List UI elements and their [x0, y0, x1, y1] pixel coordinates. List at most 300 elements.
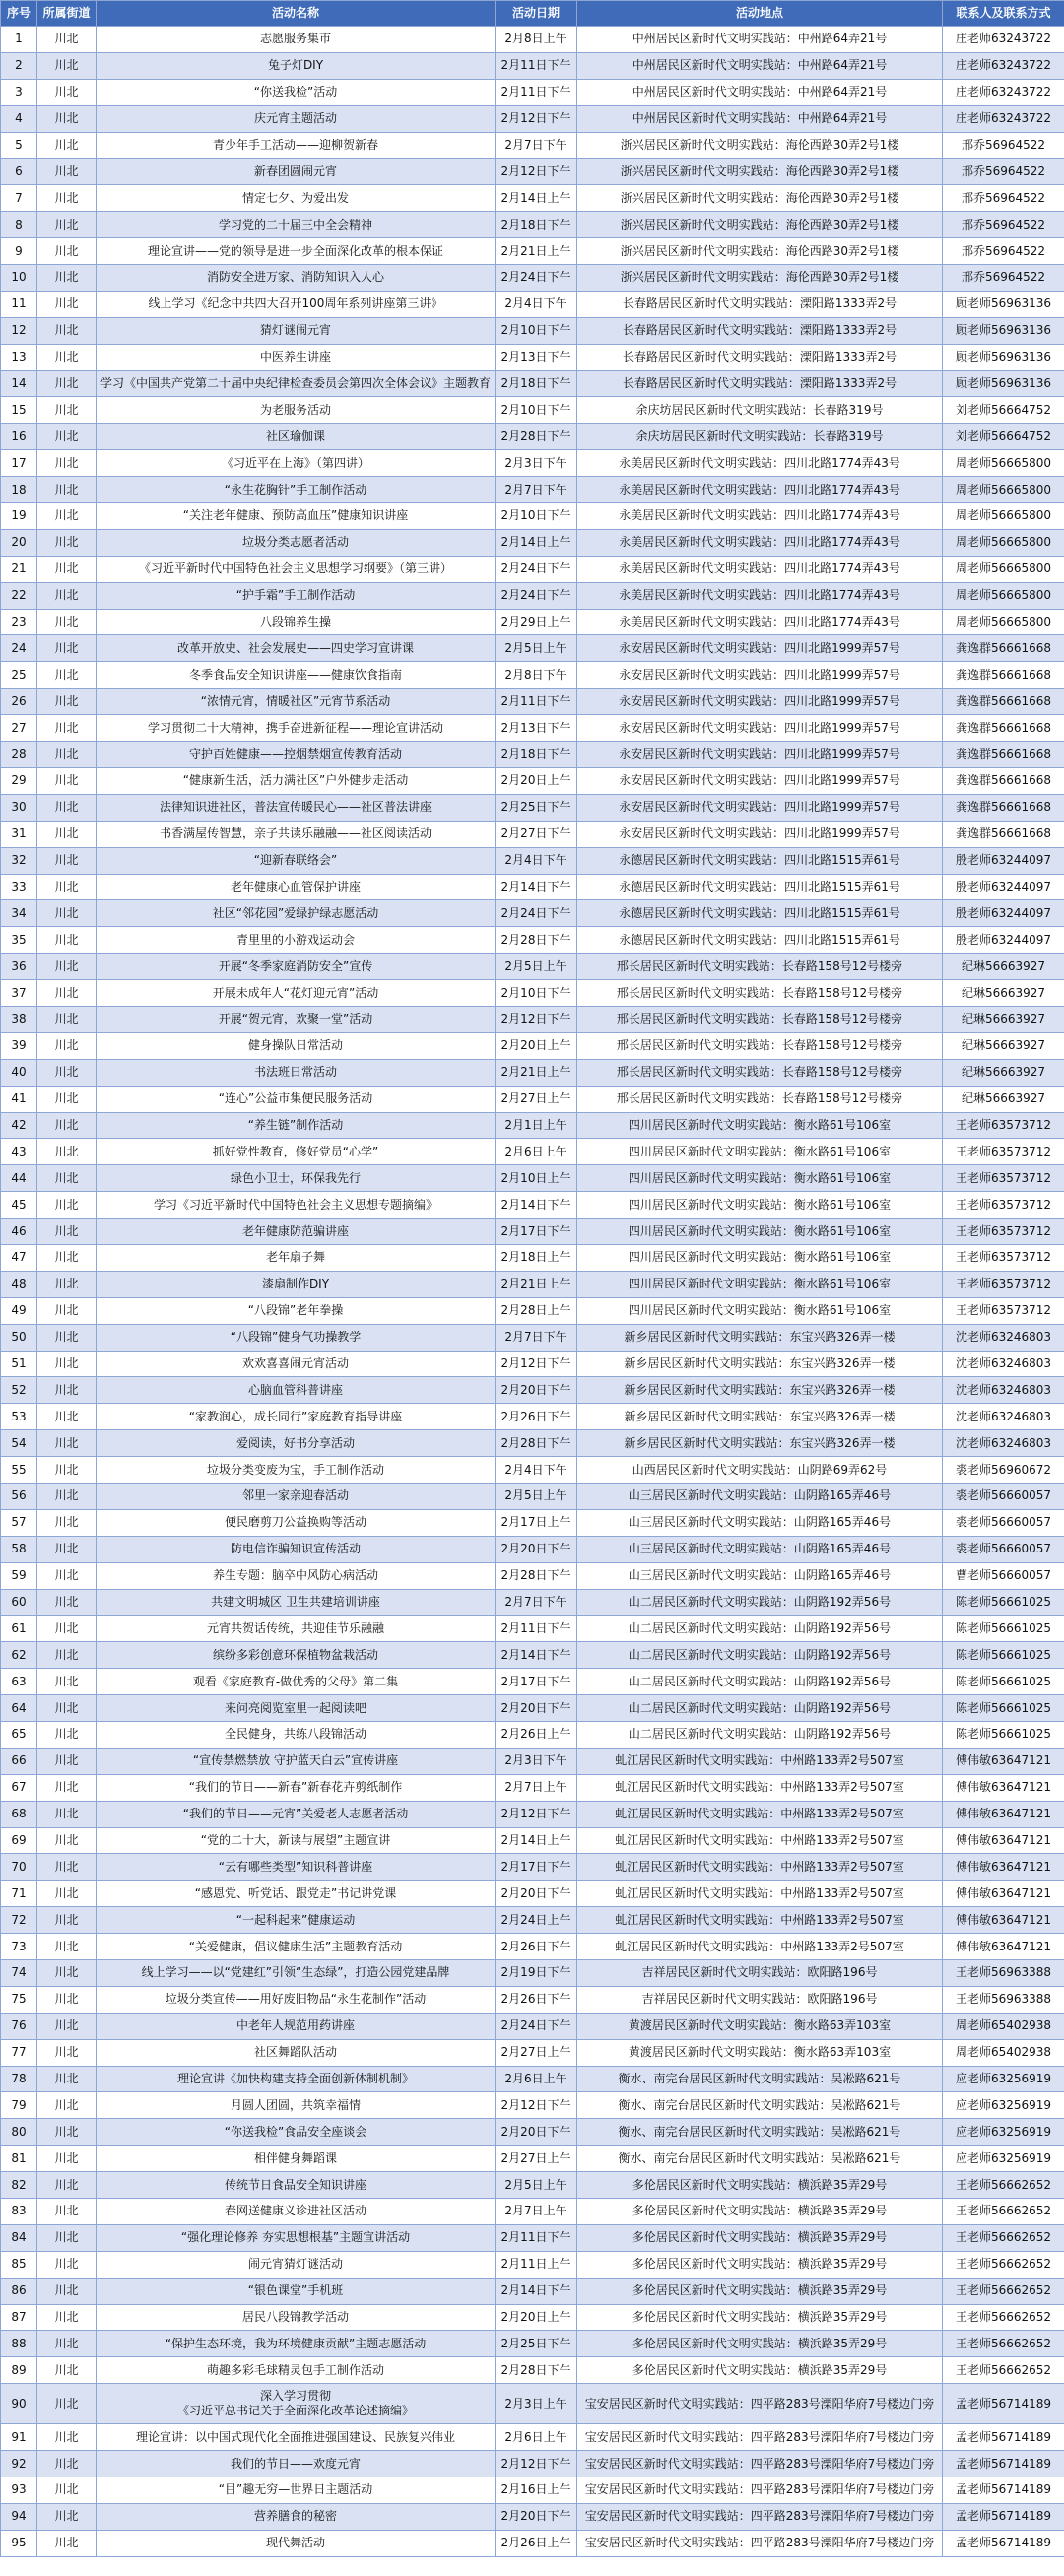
table-row	[1, 450, 1064, 477]
cell-index: 14	[1, 370, 37, 397]
cell-location: 黄渡居民区新时代文明实践站：衡水路63弄103室	[577, 2013, 943, 2039]
cell-date: 2月28日下午	[496, 1430, 577, 1457]
cell-activity-name: 垃圾分类宣传——用好废旧物品“永生花制作”活动	[97, 1986, 496, 2013]
cell-date: 2月7日下午	[496, 1589, 577, 1616]
cell-activity-name: 为老服务活动	[97, 397, 496, 424]
cell-activity-name: 月圆人团圆，共筑幸福情	[97, 2092, 496, 2119]
cell-activity-name: 抓好党性教育，修好党员“心学”	[97, 1139, 496, 1165]
cell-date: 2月8日下午	[496, 662, 577, 689]
cell-location: 山二居民区新时代文明实践站：山阴路192弄56号	[577, 1722, 943, 1749]
cell-index: 83	[1, 2199, 37, 2225]
cell-date: 2月6日上午	[496, 1139, 577, 1165]
cell-location: 永安居民区新时代文明实践站：四川北路1999弄57号	[577, 635, 943, 662]
cell-location: 宝安居民区新时代文明实践站：四平路283号溧阳华府7号楼边门旁	[577, 2451, 943, 2477]
cell-activity-name: 志愿服务集市	[97, 27, 496, 53]
cell-street: 川北	[37, 2224, 97, 2251]
cell-date: 2月20日下午	[496, 1536, 577, 1562]
table-row	[1, 2424, 1064, 2451]
cell-contact: 裘老师56660057	[943, 1509, 1064, 1536]
table-row	[1, 874, 1064, 900]
cell-street: 川北	[37, 1006, 97, 1032]
cell-activity-name: “浓情元宵，情暖社区”元宵节系活动	[97, 689, 496, 715]
cell-index: 12	[1, 317, 37, 344]
header-location: 活动地点	[577, 1, 943, 27]
table-row	[1, 2039, 1064, 2066]
table-row	[1, 1059, 1064, 1086]
cell-activity-name: “云有哪些类型”知识科普讲座	[97, 1854, 496, 1881]
cell-street: 川北	[37, 635, 97, 662]
table-row	[1, 662, 1064, 689]
cell-date: 2月7日下午	[496, 1324, 577, 1351]
cell-activity-name: 营养膳食的秘密	[97, 2503, 496, 2530]
cell-index: 1	[1, 27, 37, 53]
table-row	[1, 1509, 1064, 1536]
cell-contact: 刘老师56664752	[943, 397, 1064, 424]
cell-index: 86	[1, 2278, 37, 2304]
table-row	[1, 2172, 1064, 2199]
cell-activity-name: 共建文明城区 卫生共建培训讲座	[97, 1589, 496, 1616]
cell-activity-name: 开展未成年人“花灯迎元宵”活动	[97, 980, 496, 1007]
cell-index: 92	[1, 2451, 37, 2477]
cell-index: 17	[1, 450, 37, 477]
cell-activity-name: 学习贯彻二十大精神，携手奋进新征程——理论宣讲活动	[97, 715, 496, 742]
cell-date: 2月12日下午	[496, 1351, 577, 1377]
cell-contact: 裘老师56660057	[943, 1483, 1064, 1509]
cell-activity-name: 现代舞活动	[97, 2530, 496, 2556]
cell-street: 川北	[37, 1801, 97, 1827]
table-row	[1, 2066, 1064, 2092]
cell-street: 川北	[37, 2530, 97, 2556]
cell-location: 吉祥居民区新时代文明实践站：欧阳路196号	[577, 1986, 943, 2013]
cell-contact: 周老师56665800	[943, 609, 1064, 635]
cell-contact: 邢乔56964522	[943, 265, 1064, 292]
cell-location: 永安居民区新时代文明实践站：四川北路1999弄57号	[577, 689, 943, 715]
cell-index: 95	[1, 2530, 37, 2556]
cell-activity-name: “迎新春联络会”	[97, 847, 496, 874]
cell-location: 宝安居民区新时代文明实践站：四平路283号溧阳华府7号楼边门旁	[577, 2424, 943, 2451]
cell-contact: 纪琳56663927	[943, 1006, 1064, 1032]
table-row	[1, 1271, 1064, 1297]
cell-activity-name: 情定七夕、为爱出发	[97, 185, 496, 212]
table-row	[1, 1827, 1064, 1854]
cell-activity-name: 全民健身，共练八段锦活动	[97, 1722, 496, 1749]
cell-location: 衡水、南完台居民区新时代文明实践站：吴凇路621号	[577, 2092, 943, 2119]
cell-street: 川北	[37, 874, 97, 900]
cell-street: 川北	[37, 212, 97, 238]
cell-contact: 孟老师56714189	[943, 2530, 1064, 2556]
cell-index: 59	[1, 1562, 37, 1589]
cell-location: 四川居民区新时代文明实践站：衡水路61号106室	[577, 1139, 943, 1165]
cell-contact: 沈老师63246803	[943, 1377, 1064, 1404]
cell-location: 虬江居民区新时代文明实践站：中州路133弄2号507室	[577, 1801, 943, 1827]
cell-activity-name: 老年扇子舞	[97, 1244, 496, 1271]
table-row	[1, 1562, 1064, 1589]
cell-date: 2月4日下午	[496, 1457, 577, 1484]
cell-street: 川北	[37, 2199, 97, 2225]
cell-date: 2月29日上午	[496, 609, 577, 635]
table-row	[1, 1139, 1064, 1165]
cell-index: 91	[1, 2424, 37, 2451]
table-row	[1, 1192, 1064, 1219]
cell-date: 2月14日下午	[496, 1192, 577, 1219]
cell-date: 2月20日上午	[496, 2304, 577, 2331]
table-row	[1, 821, 1064, 847]
cell-date: 2月14日下午	[496, 1642, 577, 1669]
table-row	[1, 1032, 1064, 1059]
cell-date: 2月18日下午	[496, 370, 577, 397]
cell-date: 2月27日下午	[496, 821, 577, 847]
cell-date: 2月19日下午	[496, 1960, 577, 1987]
cell-activity-name: “党的二十大，新读与展望”主题宣讲	[97, 1827, 496, 1854]
cell-contact: 王老师63573712	[943, 1297, 1064, 1324]
cell-location: 邢长居民区新时代文明实践站：长春路158号12号楼旁	[577, 1006, 943, 1032]
cell-street: 川北	[37, 27, 97, 53]
cell-location: 衡水、南完台居民区新时代文明实践站：吴凇路621号	[577, 2146, 943, 2172]
cell-index: 70	[1, 1854, 37, 1881]
header-row	[1, 1, 1064, 27]
cell-index: 89	[1, 2357, 37, 2384]
cell-contact: 孟老师56714189	[943, 2384, 1064, 2424]
cell-location: 多伦居民区新时代文明实践站：横浜路35弄29号	[577, 2357, 943, 2384]
cell-activity-name: 线上学习——以“党建红”引领“生态绿”，打造公园党建品牌	[97, 1960, 496, 1987]
cell-contact: 裘老师56960672	[943, 1457, 1064, 1484]
cell-date: 2月24日下午	[496, 900, 577, 927]
cell-location: 多伦居民区新时代文明实践站：横浜路35弄29号	[577, 2251, 943, 2278]
cell-index: 19	[1, 503, 37, 530]
cell-location: 新乡居民区新时代文明实践站：东宝兴路326弄一楼	[577, 1404, 943, 1430]
cell-activity-name: “八段锦”健身气功操教学	[97, 1324, 496, 1351]
cell-location: 四川居民区新时代文明实践站：衡水路61号106室	[577, 1297, 943, 1324]
table-row	[1, 2013, 1064, 2039]
cell-date: 2月28日下午	[496, 1562, 577, 1589]
cell-contact: 傅伟敏63647121	[943, 1827, 1064, 1854]
cell-index: 71	[1, 1881, 37, 1907]
cell-street: 川北	[37, 1297, 97, 1324]
cell-location: 邢长居民区新时代文明实践站：长春路158号12号楼旁	[577, 1086, 943, 1112]
cell-contact: 周老师56665800	[943, 529, 1064, 556]
cell-activity-name: 《习近平在上海》（第四讲）	[97, 450, 496, 477]
table-row	[1, 582, 1064, 609]
cell-contact: 王老师63573712	[943, 1192, 1064, 1219]
cell-index: 4	[1, 105, 37, 132]
cell-contact: 王老师56963388	[943, 1986, 1064, 2013]
cell-activity-name: 养生专题：脑卒中风防心病活动	[97, 1562, 496, 1589]
cell-index: 13	[1, 344, 37, 370]
cell-activity-name: 八段锦养生操	[97, 609, 496, 635]
cell-contact: 邢乔56964522	[943, 185, 1064, 212]
cell-contact: 王老师63573712	[943, 1219, 1064, 1245]
cell-location: 永美居民区新时代文明实践站：四川北路1774弄43号	[577, 450, 943, 477]
cell-street: 川北	[37, 1112, 97, 1139]
cell-activity-name: “护手霜”手工制作活动	[97, 582, 496, 609]
cell-date: 2月10日下午	[496, 397, 577, 424]
cell-index: 31	[1, 821, 37, 847]
cell-street: 川北	[37, 715, 97, 742]
cell-location: 多伦居民区新时代文明实践站：横浜路35弄29号	[577, 2224, 943, 2251]
cell-contact: 邢乔56964522	[943, 238, 1064, 265]
cell-index: 50	[1, 1324, 37, 1351]
cell-street: 川北	[37, 1986, 97, 2013]
cell-location: 中州居民区新时代文明实践站：中州路64弄21号	[577, 105, 943, 132]
table-row	[1, 1297, 1064, 1324]
cell-contact: 殷老师63244097	[943, 847, 1064, 874]
cell-location: 山三居民区新时代文明实践站：山阴路165弄46号	[577, 1483, 943, 1509]
cell-index: 76	[1, 2013, 37, 2039]
cell-date: 2月26日下午	[496, 1934, 577, 1960]
cell-street: 川北	[37, 1509, 97, 1536]
cell-location: 永美居民区新时代文明实践站：四川北路1774弄43号	[577, 582, 943, 609]
cell-street: 川北	[37, 2503, 97, 2530]
cell-street: 川北	[37, 2384, 97, 2424]
cell-date: 2月10日下午	[496, 503, 577, 530]
cell-contact: 傅伟敏63647121	[943, 1881, 1064, 1907]
cell-location: 山三居民区新时代文明实践站：山阴路165弄46号	[577, 1536, 943, 1562]
cell-activity-name: 庆元宵主题活动	[97, 105, 496, 132]
cell-date: 2月28日下午	[496, 2357, 577, 2384]
cell-activity-name: “强化理论修养 夯实思想根基”主题宣讲活动	[97, 2224, 496, 2251]
cell-date: 2月4日下午	[496, 847, 577, 874]
cell-contact: 周老师56665800	[943, 582, 1064, 609]
cell-street: 川北	[37, 2013, 97, 2039]
cell-activity-name: 中老年人规范用药讲座	[97, 2013, 496, 2039]
cell-activity-name: 传统节日食品安全知识讲座	[97, 2172, 496, 2199]
table-row	[1, 1006, 1064, 1032]
cell-location: 新乡居民区新时代文明实践站：东宝兴路326弄一楼	[577, 1351, 943, 1377]
cell-contact: 陈老师56661025	[943, 1722, 1064, 1749]
cell-date: 2月7日下午	[496, 477, 577, 503]
cell-activity-name: 开展“贺元宵，欢聚一堂”活动	[97, 1006, 496, 1032]
cell-street: 川北	[37, 1351, 97, 1377]
cell-contact: 王老师56662652	[943, 2304, 1064, 2331]
cell-street: 川北	[37, 1562, 97, 1589]
cell-street: 川北	[37, 1324, 97, 1351]
cell-date: 2月17日上午	[496, 1509, 577, 1536]
cell-date: 2月28日上午	[496, 1297, 577, 1324]
cell-date: 2月21日上午	[496, 238, 577, 265]
cell-date: 2月17日下午	[496, 1219, 577, 1245]
cell-activity-name: 老年健康防范骗讲座	[97, 1219, 496, 1245]
cell-street: 川北	[37, 52, 97, 79]
cell-activity-name: 社区瑜伽课	[97, 424, 496, 450]
cell-street: 川北	[37, 1589, 97, 1616]
cell-activity-name: 社区舞蹈队活动	[97, 2039, 496, 2066]
cell-location: 山二居民区新时代文明实践站：山阴路192弄56号	[577, 1589, 943, 1616]
table-row	[1, 794, 1064, 821]
cell-location: 长春路居民区新时代文明实践站：溧阳路1333弄2号	[577, 370, 943, 397]
cell-index: 62	[1, 1642, 37, 1669]
cell-index: 7	[1, 185, 37, 212]
cell-date: 2月24日下午	[496, 582, 577, 609]
cell-street: 川北	[37, 742, 97, 768]
cell-activity-name: 《习近平新时代中国特色社会主义思想学习纲要》（第三讲）	[97, 556, 496, 582]
cell-index: 88	[1, 2331, 37, 2357]
cell-location: 四川居民区新时代文明实践站：衡水路61号106室	[577, 1271, 943, 1297]
cell-date: 2月7日上午	[496, 2199, 577, 2225]
cell-date: 2月3日上午	[496, 2384, 577, 2424]
cell-activity-name: 理论宣讲：以中国式现代化全面推进强国建设、民族复兴伟业	[97, 2424, 496, 2451]
cell-activity-name: 冬季食品安全知识讲座——健康饮食指南	[97, 662, 496, 689]
cell-location: 永美居民区新时代文明实践站：四川北路1774弄43号	[577, 529, 943, 556]
cell-index: 46	[1, 1219, 37, 1245]
cell-location: 宝安居民区新时代文明实践站：四平路283号溧阳华府7号楼边门旁	[577, 2384, 943, 2424]
cell-contact: 沈老师63246803	[943, 1430, 1064, 1457]
table-row	[1, 742, 1064, 768]
cell-index: 44	[1, 1165, 37, 1192]
table-row	[1, 1907, 1064, 1934]
cell-street: 川北	[37, 1377, 97, 1404]
cell-location: 虬江居民区新时代文明实践站：中州路133弄2号507室	[577, 1934, 943, 1960]
cell-contact: 周老师65402938	[943, 2039, 1064, 2066]
cell-contact: 沈老师63246803	[943, 1324, 1064, 1351]
cell-location: 邢长居民区新时代文明实践站：长春路158号12号楼旁	[577, 954, 943, 980]
cell-street: 川北	[37, 317, 97, 344]
table-row	[1, 159, 1064, 185]
cell-contact: 龚逸群56661668	[943, 767, 1064, 794]
cell-location: 山西居民区新时代文明实践站：山阴路69弄62号	[577, 1457, 943, 1484]
cell-activity-name: “你送我检”活动	[97, 79, 496, 105]
cell-index: 54	[1, 1430, 37, 1457]
cell-index: 23	[1, 609, 37, 635]
table-row	[1, 1986, 1064, 2013]
table-row	[1, 1430, 1064, 1457]
cell-index: 56	[1, 1483, 37, 1509]
cell-index: 81	[1, 2146, 37, 2172]
cell-street: 川北	[37, 609, 97, 635]
cell-street: 川北	[37, 1748, 97, 1774]
cell-location: 四川居民区新时代文明实践站：衡水路61号106室	[577, 1192, 943, 1219]
cell-activity-name: 便民磨剪刀公益换购等活动	[97, 1509, 496, 1536]
cell-contact: 顾老师56963136	[943, 317, 1064, 344]
cell-street: 川北	[37, 662, 97, 689]
cell-street: 川北	[37, 2278, 97, 2304]
cell-contact: 王老师56662652	[943, 2331, 1064, 2357]
cell-location: 永美居民区新时代文明实践站：四川北路1774弄43号	[577, 556, 943, 582]
cell-date: 2月11日下午	[496, 52, 577, 79]
cell-activity-name: 老年健康心血管保护讲座	[97, 874, 496, 900]
header-index: 序号	[1, 1, 37, 27]
table-row	[1, 767, 1064, 794]
cell-street: 川北	[37, 2146, 97, 2172]
cell-street: 川北	[37, 450, 97, 477]
cell-contact: 孟老师56714189	[943, 2477, 1064, 2504]
cell-location: 余庆坊居民区新时代文明实践站：长春路319号	[577, 424, 943, 450]
cell-street: 川北	[37, 689, 97, 715]
cell-contact: 孟老师56714189	[943, 2503, 1064, 2530]
cell-street: 川北	[37, 238, 97, 265]
cell-date: 2月5日上午	[496, 635, 577, 662]
cell-date: 2月26日下午	[496, 1986, 577, 2013]
cell-location: 长春路居民区新时代文明实践站：溧阳路1333弄2号	[577, 317, 943, 344]
table-row	[1, 1934, 1064, 1960]
table-row	[1, 185, 1064, 212]
table-row	[1, 1457, 1064, 1484]
cell-location: 新乡居民区新时代文明实践站：东宝兴路326弄一楼	[577, 1377, 943, 1404]
cell-date: 2月5日上午	[496, 1483, 577, 1509]
cell-index: 9	[1, 238, 37, 265]
cell-date: 2月11日下午	[496, 689, 577, 715]
cell-location: 长春路居民区新时代文明实践站：溧阳路1333弄2号	[577, 344, 943, 370]
cell-date: 2月17日下午	[496, 1854, 577, 1881]
cell-index: 49	[1, 1297, 37, 1324]
cell-index: 6	[1, 159, 37, 185]
cell-date: 2月3日下午	[496, 450, 577, 477]
cell-activity-name: 缤纷多彩创意环保植物盆栽活动	[97, 1642, 496, 1669]
cell-street: 川北	[37, 1934, 97, 1960]
cell-date: 2月14日上午	[496, 529, 577, 556]
cell-date: 2月24日下午	[496, 265, 577, 292]
table-row	[1, 397, 1064, 424]
cell-street: 川北	[37, 980, 97, 1007]
cell-contact: 陈老师56661025	[943, 1589, 1064, 1616]
cell-activity-name: 绿色小卫士，环保我先行	[97, 1165, 496, 1192]
cell-index: 58	[1, 1536, 37, 1562]
cell-index: 20	[1, 529, 37, 556]
cell-index: 67	[1, 1774, 37, 1801]
cell-contact: 裘老师56660057	[943, 1536, 1064, 1562]
table-body	[1, 27, 1064, 2557]
cell-date: 2月12日下午	[496, 2451, 577, 2477]
cell-contact: 王老师56662652	[943, 2199, 1064, 2225]
table-row	[1, 52, 1064, 79]
cell-activity-name: 居民八段锦教学活动	[97, 2304, 496, 2331]
cell-index: 33	[1, 874, 37, 900]
cell-location: 余庆坊居民区新时代文明实践站：长春路319号	[577, 397, 943, 424]
table-row	[1, 105, 1064, 132]
cell-date: 2月17日下午	[496, 1669, 577, 1695]
cell-index: 16	[1, 424, 37, 450]
cell-contact: 王老师63573712	[943, 1139, 1064, 1165]
cell-date: 2月20日上午	[496, 767, 577, 794]
cell-location: 虬江居民区新时代文明实践站：中州路133弄2号507室	[577, 1748, 943, 1774]
cell-street: 川北	[37, 477, 97, 503]
cell-index: 80	[1, 2119, 37, 2146]
cell-location: 山二居民区新时代文明实践站：山阴路192弄56号	[577, 1616, 943, 1642]
cell-location: 永德居民区新时代文明实践站：四川北路1515弄61号	[577, 874, 943, 900]
cell-index: 32	[1, 847, 37, 874]
table-row	[1, 1483, 1064, 1509]
table-row	[1, 370, 1064, 397]
cell-street: 川北	[37, 1059, 97, 1086]
cell-location: 永德居民区新时代文明实践站：四川北路1515弄61号	[577, 927, 943, 954]
cell-index: 94	[1, 2503, 37, 2530]
cell-street: 川北	[37, 2357, 97, 2384]
cell-index: 73	[1, 1934, 37, 1960]
cell-contact: 王老师56662652	[943, 2172, 1064, 2199]
cell-index: 74	[1, 1960, 37, 1987]
cell-index: 52	[1, 1377, 37, 1404]
cell-location: 邢长居民区新时代文明实践站：长春路158号12号楼旁	[577, 1059, 943, 1086]
table-row	[1, 265, 1064, 292]
table-row	[1, 1854, 1064, 1881]
cell-street: 川北	[37, 159, 97, 185]
cell-street: 川北	[37, 1192, 97, 1219]
cell-contact: 龚逸群56661668	[943, 742, 1064, 768]
cell-location: 四川居民区新时代文明实践站：衡水路61号106室	[577, 1219, 943, 1245]
table-row	[1, 1536, 1064, 1562]
cell-contact: 殷老师63244097	[943, 900, 1064, 927]
cell-activity-name: “银色课堂”手机班	[97, 2278, 496, 2304]
table-row	[1, 1351, 1064, 1377]
cell-date: 2月14日下午	[496, 874, 577, 900]
cell-location: 新乡居民区新时代文明实践站：东宝兴路326弄一楼	[577, 1430, 943, 1457]
cell-street: 川北	[37, 954, 97, 980]
cell-date: 2月12日下午	[496, 1801, 577, 1827]
cell-index: 61	[1, 1616, 37, 1642]
table-row	[1, 2146, 1064, 2172]
cell-activity-name: 欢欢喜喜闹元宵活动	[97, 1351, 496, 1377]
cell-activity-name: 消防安全进万家、消防知识入人心	[97, 265, 496, 292]
cell-date: 2月11日下午	[496, 1616, 577, 1642]
